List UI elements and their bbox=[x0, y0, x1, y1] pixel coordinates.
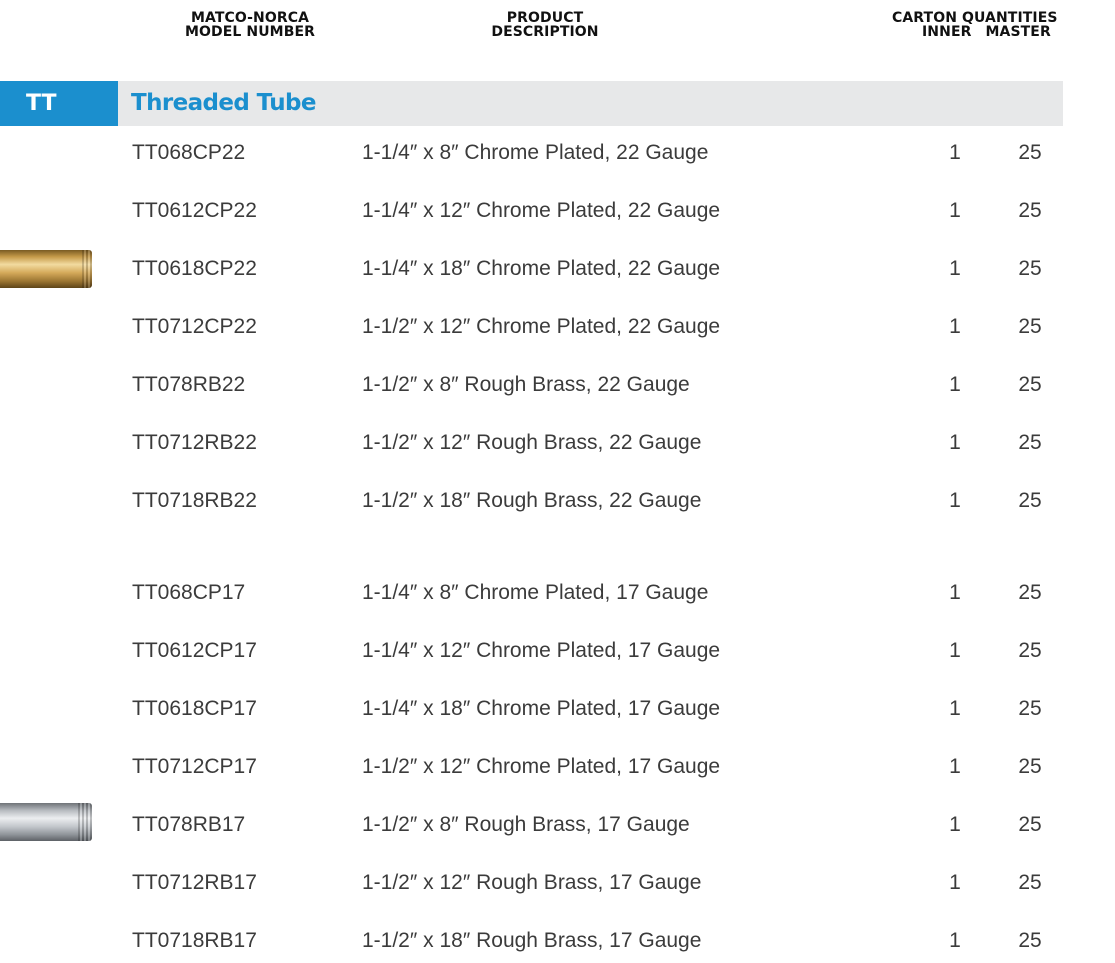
description-cell: 1-1/4″ x 8″ Chrome Plated, 17 Gauge bbox=[362, 581, 709, 604]
section-code-tab: TT bbox=[0, 81, 118, 126]
table-row bbox=[0, 307, 1115, 347]
master-quantity-cell: 25 bbox=[1018, 257, 1042, 280]
model-number-cell: TT078RB17 bbox=[132, 813, 246, 836]
inner-quantity-cell: 1 bbox=[949, 929, 961, 952]
carton-header-line1: CARTON QUANTITIES bbox=[892, 10, 1058, 26]
table-row bbox=[0, 921, 1115, 961]
master-quantity-cell: 25 bbox=[1018, 813, 1042, 836]
model-number-cell: TT0712CP22 bbox=[132, 315, 257, 338]
table-row bbox=[0, 863, 1115, 903]
model-number-cell: TT0712CP17 bbox=[132, 755, 257, 778]
description-cell: 1-1/2″ x 8″ Rough Brass, 17 Gauge bbox=[362, 813, 690, 836]
description-cell: 1-1/4″ x 12″ Chrome Plated, 17 Gauge bbox=[362, 639, 721, 662]
model-number-cell: TT068CP22 bbox=[132, 141, 246, 164]
model-number-cell: TT0612CP17 bbox=[132, 639, 257, 662]
master-quantity-cell: 25 bbox=[1018, 929, 1042, 952]
model-header-line2: MODEL NUMBER bbox=[184, 24, 316, 40]
master-quantity-cell: 25 bbox=[1018, 697, 1042, 720]
inner-quantity-cell: 1 bbox=[949, 141, 961, 164]
model-number-cell: TT0618CP22 bbox=[132, 257, 257, 280]
description-cell: 1-1/4″ x 18″ Chrome Plated, 17 Gauge bbox=[362, 697, 721, 720]
section-title: Threaded Tube bbox=[131, 90, 316, 116]
description-cell: 1-1/4″ x 12″ Chrome Plated, 22 Gauge bbox=[362, 199, 721, 222]
desc-header-line1: PRODUCT bbox=[506, 10, 584, 26]
description-cell: 1-1/2″ x 12″ Rough Brass, 17 Gauge bbox=[362, 871, 702, 894]
carton-subheaders bbox=[892, 25, 1115, 39]
model-number-cell: TT0718RB22 bbox=[132, 489, 257, 512]
description-cell: 1-1/4″ x 18″ Chrome Plated, 22 Gauge bbox=[362, 257, 721, 280]
description-cell: 1-1/2″ x 12″ Chrome Plated, 17 Gauge bbox=[362, 755, 721, 778]
model-number-cell: TT078RB22 bbox=[132, 373, 246, 396]
table-row bbox=[0, 481, 1115, 521]
inner-header: INNER bbox=[922, 24, 972, 40]
description-cell: 1-1/2″ x 12″ Rough Brass, 22 Gauge bbox=[362, 431, 702, 454]
desc-header-line2: DESCRIPTION bbox=[491, 24, 599, 40]
master-quantity-cell: 25 bbox=[1018, 489, 1042, 512]
master-quantity-cell: 25 bbox=[1018, 581, 1042, 604]
model-number-cell: TT0618CP17 bbox=[132, 697, 257, 720]
table-row bbox=[0, 631, 1115, 671]
table-row bbox=[0, 365, 1115, 405]
table-row bbox=[0, 805, 1115, 845]
master-quantity-cell: 25 bbox=[1018, 199, 1042, 222]
table-row bbox=[0, 423, 1115, 463]
description-cell: 1-1/2″ x 18″ Rough Brass, 22 Gauge bbox=[362, 489, 702, 512]
inner-quantity-cell: 1 bbox=[949, 581, 961, 604]
model-header-line1: MATCO-NORCA bbox=[190, 10, 310, 26]
model-number-cell: TT068CP17 bbox=[132, 581, 246, 604]
model-number-cell: TT0712RB22 bbox=[132, 431, 257, 454]
master-quantity-cell: 25 bbox=[1018, 373, 1042, 396]
inner-quantity-cell: 1 bbox=[949, 431, 961, 454]
master-quantity-cell: 25 bbox=[1018, 639, 1042, 662]
inner-quantity-cell: 1 bbox=[949, 489, 961, 512]
model-number-cell: TT0712RB17 bbox=[132, 871, 257, 894]
table-row bbox=[0, 747, 1115, 787]
inner-quantity-cell: 1 bbox=[949, 199, 961, 222]
inner-quantity-cell: 1 bbox=[949, 813, 961, 836]
master-header: MASTER bbox=[985, 24, 1051, 40]
master-quantity-cell: 25 bbox=[1018, 871, 1042, 894]
master-quantity-cell: 25 bbox=[1018, 315, 1042, 338]
table-row bbox=[0, 191, 1115, 231]
table-row bbox=[0, 133, 1115, 173]
inner-quantity-cell: 1 bbox=[949, 871, 961, 894]
table-row bbox=[0, 573, 1115, 613]
inner-quantity-cell: 1 bbox=[949, 257, 961, 280]
inner-quantity-cell: 1 bbox=[949, 755, 961, 778]
carton-quantities-header bbox=[892, 11, 1115, 39]
master-quantity-cell: 25 bbox=[1018, 755, 1042, 778]
master-quantity-cell: 25 bbox=[1018, 431, 1042, 454]
inner-quantity-cell: 1 bbox=[949, 639, 961, 662]
inner-quantity-cell: 1 bbox=[949, 697, 961, 720]
description-cell: 1-1/2″ x 8″ Rough Brass, 22 Gauge bbox=[362, 373, 690, 396]
table-row bbox=[0, 689, 1115, 729]
master-quantity-cell: 25 bbox=[1018, 141, 1042, 164]
description-cell: 1-1/2″ x 18″ Rough Brass, 17 Gauge bbox=[362, 929, 702, 952]
description-cell: 1-1/2″ x 12″ Chrome Plated, 22 Gauge bbox=[362, 315, 721, 338]
description-cell: 1-1/4″ x 8″ Chrome Plated, 22 Gauge bbox=[362, 141, 709, 164]
inner-quantity-cell: 1 bbox=[949, 373, 961, 396]
model-number-cell: TT0718RB17 bbox=[132, 929, 257, 952]
model-number-cell: TT0612CP22 bbox=[132, 199, 257, 222]
model-number-header bbox=[155, 11, 345, 39]
table-row bbox=[0, 249, 1115, 289]
inner-quantity-cell: 1 bbox=[949, 315, 961, 338]
product-description-header bbox=[470, 11, 620, 39]
